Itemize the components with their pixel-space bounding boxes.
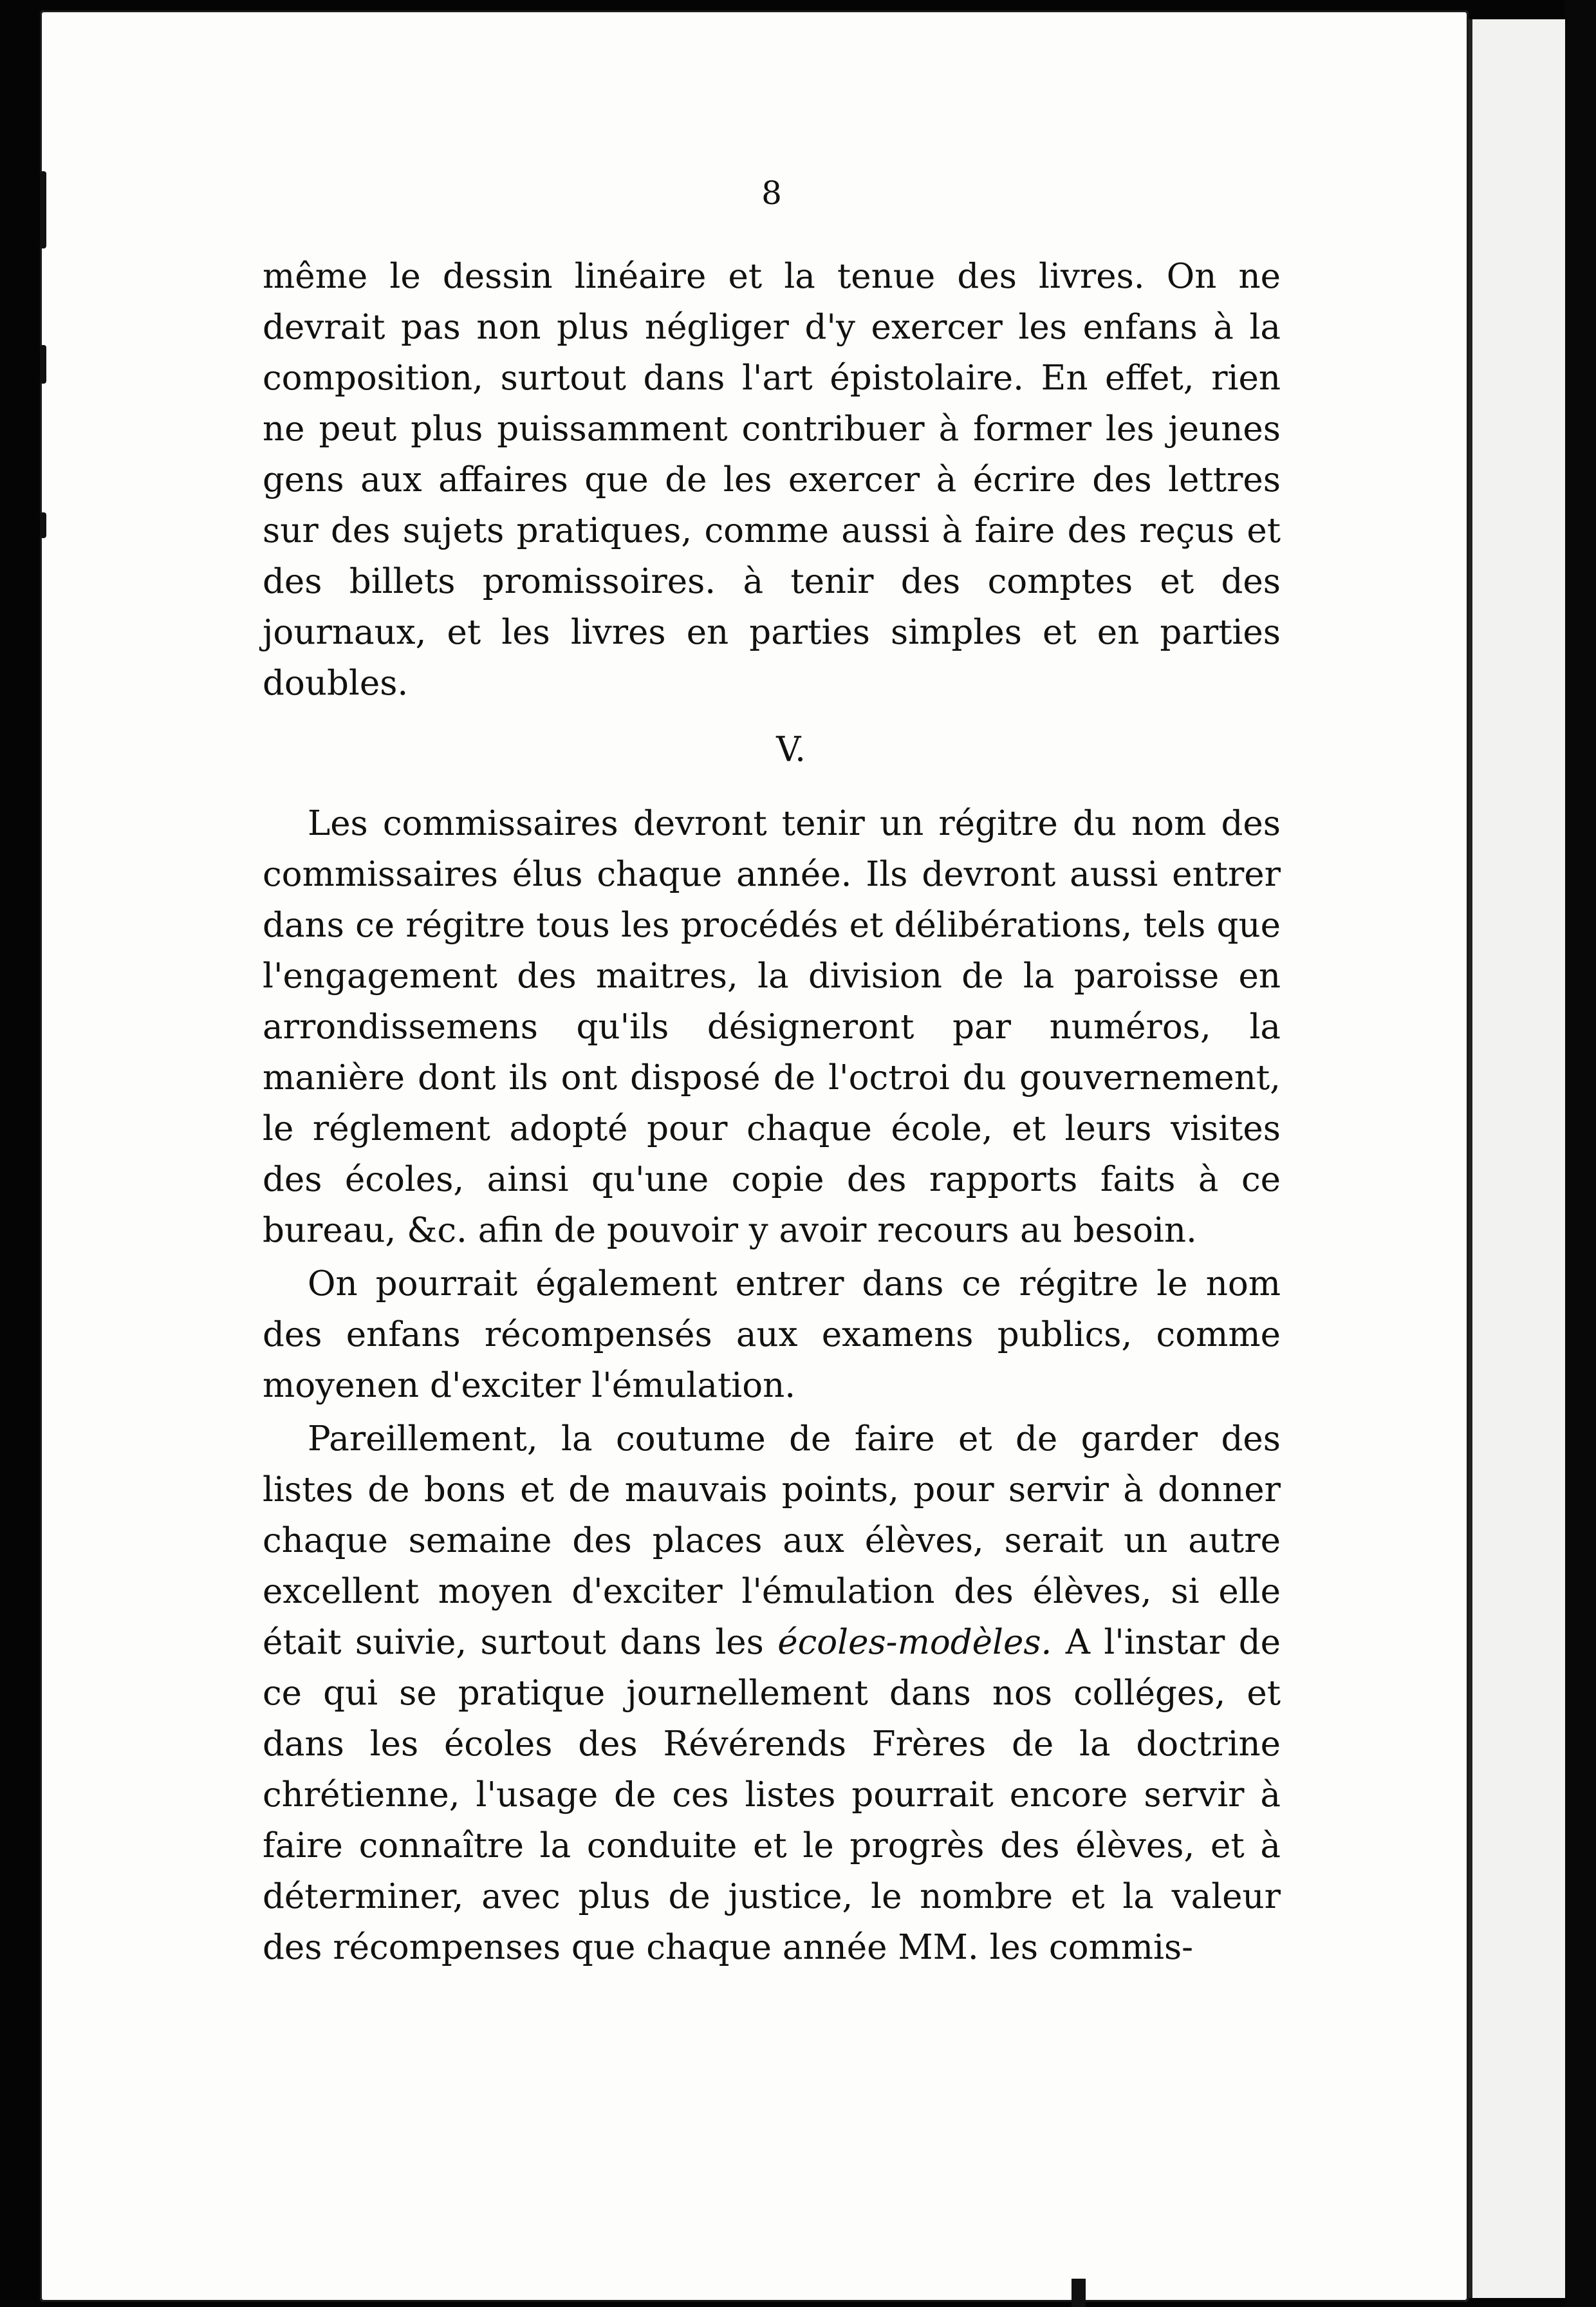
paragraph-listes xyxy=(263,1414,1281,1973)
paragraph-continuation: même le dessin linéaire et la tenue des livres. On ne devrait pas non plus négliger d'y exercer les enfans à la composition, surtout dans l'art épistolaire. En effet, rien ne peut plus puissamment contribuer à former les jeunes gens aux affaires que de les exercer à écrire des lettres sur des sujets pratiques, comme aussi à faire des reçus et des billets promissoires. à tenir des comptes et des journaux, et les livres en parties simples et en parties doubles. xyxy=(263,257,1281,703)
paragraph-listes-text-1: Pareillement, la coutume de faire et de garder des listes de bons et de mauvais points, pour servir à donner chaque semaine des places aux élèves, serait un autre excellent moyen d'exciter l'émulation des élèves, si elle était suivie, surtout dans les xyxy=(263,1419,1281,1662)
page-content xyxy=(263,167,1281,1973)
scan-mark xyxy=(1072,2279,1086,2307)
page-number: 8 xyxy=(761,174,782,212)
scan-speck xyxy=(40,512,46,538)
scan-right-border xyxy=(1565,0,1596,2307)
facing-page-edge xyxy=(1469,19,1569,2298)
italic-term: écoles-modèles. xyxy=(777,1623,1052,1662)
scan-speck xyxy=(40,345,46,384)
section-heading: V. xyxy=(776,730,806,769)
paragraph-listes-text-2: A l'instar de ce qui se pratique journellement dans nos colléges, et dans les écoles des Révérends Frères de la doctrine chrétienne, l'usage de ces listes pourrait encore servir à faire connaître la conduite et le progrès des élèves, et à déterminer, avec plus de justice, le nombre et la valeur des récompenses que chaque année MM. les commis- xyxy=(263,1623,1281,1967)
paragraph-commissaires: Les commissaires devront tenir un régitre du nom des commissaires élus chaque année. Ils devront aussi entrer dans ce régitre tous les procédés et délibérations, tels que l'engagement des maitres, la division de la paroisse en arrondissemens qu'ils désigneront par numéros, la manière dont ils ont disposé de l'octroi du gouvernement, le réglement adopté pour chaque école, et leurs visites des écoles, ainsi qu'une copie des rapports faits à ce bureau, &c. afin de pouvoir y avoir recours au besoin. xyxy=(263,804,1281,1250)
paragraph-emulation: On pourrait également entrer dans ce régitre le nom des enfans récompensés aux examens publics, comme moyenen d'exciter l'émulation. xyxy=(263,1264,1281,1405)
scan-speck xyxy=(40,171,46,248)
